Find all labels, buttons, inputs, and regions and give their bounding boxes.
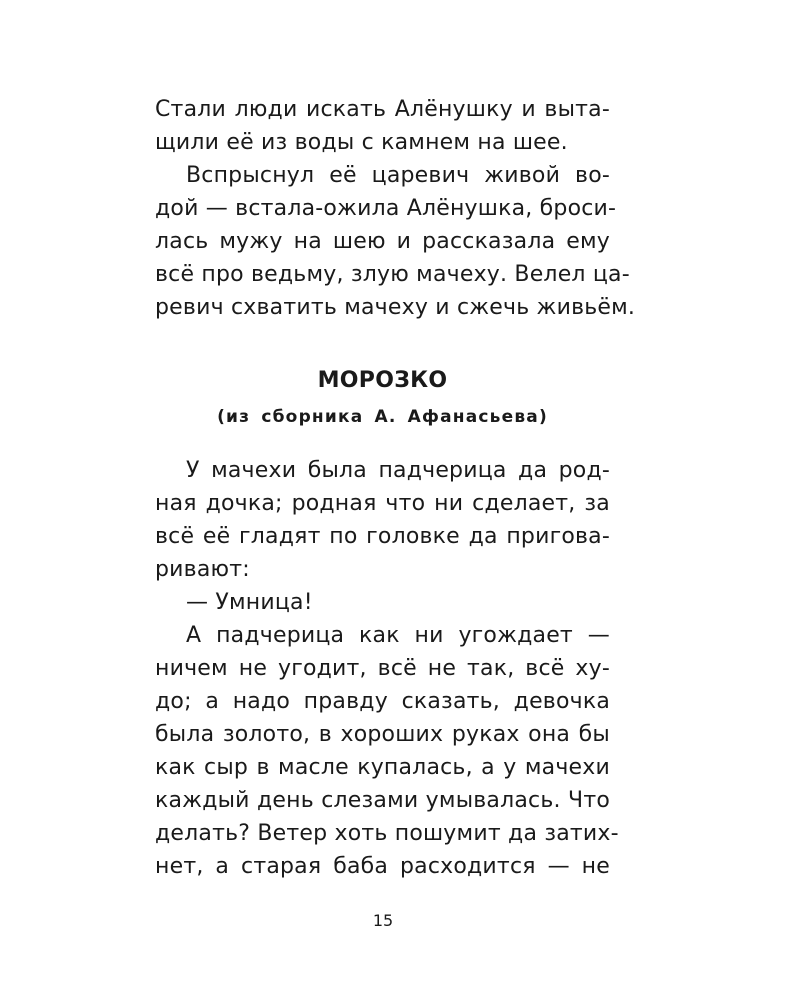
text-line: Вспрыснул её царевич живой во-	[186, 163, 610, 188]
text-line: нет, а старая баба расходится — не	[155, 854, 610, 879]
text-line: дой — встала-ожила Алёнушка, броси-	[155, 196, 617, 221]
previous-story-ending	[155, 93, 636, 324]
text-line: всё её гладят по головке да пригова-	[155, 524, 610, 549]
text-line: была золото, в хороших руках она бы	[155, 722, 610, 747]
text-line: Стали люди искать Алёнушку и выта-	[155, 97, 610, 122]
dialogue-line: — Умница!	[186, 590, 313, 615]
text-line: А падчерица как ни угождает —	[186, 623, 610, 648]
text-line: лась мужу на шею и рассказала ему	[155, 229, 610, 254]
story-body	[155, 454, 619, 883]
story-subtitle: (из сборника А. Афанасьева)	[217, 407, 548, 427]
text-line: ная дочка; родная что ни сделает, за	[155, 491, 610, 516]
text-line: ревич схватить мачеху и сжечь живьём.	[155, 295, 636, 320]
text-line: всё про ведьму, злую мачеху. Велел ца-	[155, 262, 630, 287]
text-line: ничем не угодит, всё не так, всё ху-	[155, 656, 610, 681]
text-line: У мачехи была падчерица да род-	[186, 458, 610, 483]
text-line: делать? Ветер хоть пошумит да затих-	[155, 821, 619, 846]
page-number: 15	[372, 911, 394, 930]
text-line: как сыр в масле купалась, а у мачехи	[155, 755, 610, 780]
story-title: МОРОЗКО	[317, 368, 448, 393]
text-line: до; а надо правду сказать, девочка	[155, 689, 610, 714]
text-line: щили её из воды с камнем на шее.	[155, 130, 568, 155]
text-line: ривают:	[155, 557, 250, 582]
text-line: каждый день слезами умывалась. Что	[155, 788, 610, 813]
